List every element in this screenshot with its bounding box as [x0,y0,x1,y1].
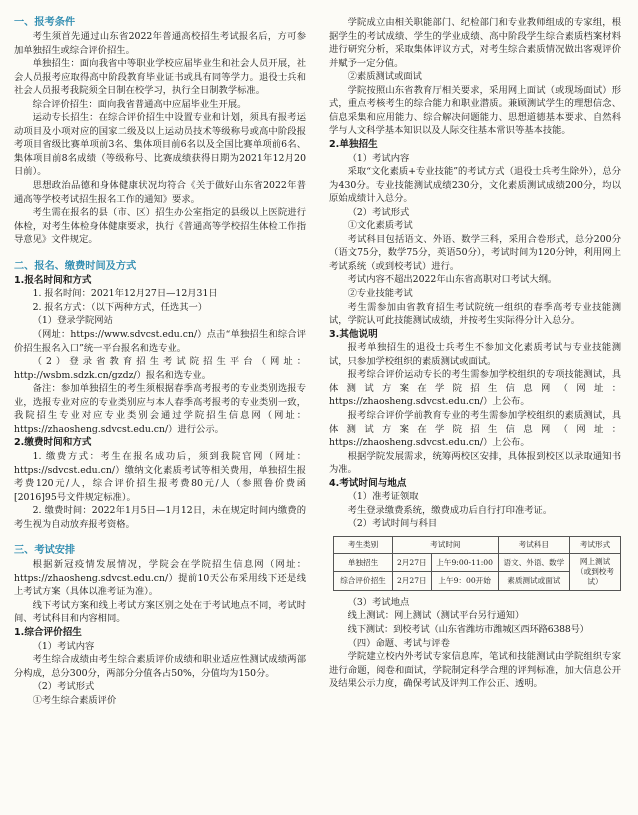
paragraph: 报考综合评价运动专长的考生需参加学校组织的专项技能测试，具体测试方案在学院招生信息网（网址：https://zhaosheng.sdvcst.edu.cn/）上公布。 [329,369,621,408]
table-header-row [334,536,621,553]
table-cell: 单独招生 [334,553,393,572]
text-line: （1）考试内容 [32,640,95,652]
text-line: 1. 报名时间：2021年12月27日—12月31日 [32,288,218,300]
subheading-time-place: 4.考试时间与地点 [329,477,407,489]
text-line: （四）命题、考试与评卷 [347,637,450,649]
table-cell: 上午9：00开始 [431,572,498,591]
paragraph: 根据新冠疫情发展情况，学院会在学院招生信息网（网址：https://zhaosheng.sdvcst.edu.cn/）提前10天公布采用线下还是线上考试方案（具体以准考证为准）。 [14,559,306,598]
text-line: 2. 报名方式：（以下两种方式，任选其一） [32,301,208,313]
subheading-registration-time: 1.报名时间和方式 [14,274,92,286]
right-column [329,16,621,691]
paragraph: 1. 缴费方式：考生在报名成功后，须到我院官网（网址：https://sdvcst.edu.cn/）缴纳文化素质考试等相关费用，单独招生报考费120元/人，综合评价招生报考费80元/人（参照鲁价费函[2016]95号文件规定标准）。 [14,450,306,503]
table-cell: 上午9:00-11:00 [431,553,498,572]
text-line: （1）登录学院网站 [32,315,113,327]
table-header-cell: 考生类别 [334,536,393,553]
table-cell: 素质测试或面试 [498,572,569,591]
table-cell: 2月27日 [393,572,432,591]
subheading-payment: 2.缴费时间和方式 [14,437,92,449]
text-line: （3）考试地点 [347,596,410,608]
paragraph: 学院按照山东省教育厅相关要求，采用网上面试（或现场面试）形式，重点考核考生的综合能力和职业潜质。兼顾测试学生的理想信念、信息采集和应用能力、综合解决问题能力、思想道德基本要求、自然科学与人文科学基本知识以及人际交往基本常识等基本技能。 [329,84,621,137]
text-line: 考生登录缴费系统，缴费成功后自行打印准考证。 [347,504,553,516]
text-line: （1）考试内容 [347,152,410,164]
text-line: 线上测试：网上测试（测试平台另行通知） [347,610,525,622]
text-line: ①考生综合素质评价 [32,694,117,706]
paragraph: 2. 缴费时间：2022年1月5日—1月12日，未在规定时间内缴费的考生视为自动放弃报考资格。 [14,505,306,530]
subheading-other-notes: 3.其他说明 [329,328,378,340]
exam-schedule-table [333,536,621,591]
paragraph: 学院建立校内外考试专家信息库，笔试和技能测试由学院组织专家进行命题，阅卷和面试，学院制定科学合理的评判标准，加大信息公开及结果公示力度，确保考试及评判工作公正、透明。 [329,651,621,690]
paragraph: 运动专长招生：在综合评价招生中设置专业和计划，须具有报考运动项目及小项对应的国家二级及以上运动员技术等级称号或高中阶段报考项目省级比赛单项前3名、集体项目前6名以及全国比赛单项前6名、集体项目前8名成绩（等级称号、比赛成绩获得日期为2021年12月20日前）。 [14,112,306,178]
text-line: ②专业技能考试 [347,287,413,299]
subheading-independent: 2.单独招生 [329,138,378,150]
table-header-cell: 考试时间 [393,536,499,553]
paragraph: 考生需参加由省教育招生考试院统一组织的春季高考专业技能测试，学院认可此技能测试成绩，并按考生实际得分计入总分。 [329,301,621,327]
paragraph: 考生综合成绩由考生综合素质评价成绩和职业适应性测试成绩两部分构成，总分300分，两部分分值各占50%，分值均为150分。 [14,654,306,679]
paragraph: 思想政治品德和身体健康状况均符合《关于做好山东省2022年普通高等学校考试招生报名工作的通知》要求。 [14,180,306,205]
text-line: ②素质测试或面试 [347,71,422,83]
table-header-cell: 考试科目 [498,536,569,553]
table-cell-exam-form: 网上测试（或到校考试） [570,553,621,590]
paragraph: 学院成立由相关职能部门、纪检部门和专业教师组成的专家组，根据学生的考试成绩、学生的学业成绩、高中阶段学生综合素质档案材料进行研究分析，采取集体评议方式，对考生综合素质情况做出客观评价并赋予一定分值。 [329,17,621,69]
paragraph: 报考综合评价学前教育专业的考生需参加学校组织的素质测试，具体测试方案在学院招生信息网（网址：https://zhaosheng.sdvcst.edu.cn/）上公布。 [329,409,621,449]
paragraph: 根据学院发展需求，统筹两校区安排，具体报到校区以录取通知书为准。 [329,450,621,476]
text-line: 线下测试：到校考试（山东省潍坊市潍城区西环路6388号） [347,624,589,636]
paragraph: 考试科目包括语文、外语、数学三科，采用合卷形式，总分200分（语文75分，数学75分，英语50分），考试时间为120分钟，利用网上考试系统（或到校考试）进行。 [329,233,621,272]
text-line: （2）考试形式 [347,206,410,218]
text-line: ①文化素质考试 [347,220,413,232]
section-heading-exam: 三、考试安排 [14,545,76,557]
paragraph: 线下考试方案和线上考试方案区别之处在于考试地点不同，考试时间、考试科目和内容相同。 [14,599,306,625]
subheading-comprehensive: 1.综合评价招生 [14,626,82,638]
table-cell: 语文、外语、数学 [498,553,569,572]
paragraph: （网址：https://www.sdvcst.edu.cn/）点击“单独招生和综合评价招生报名入口”统一平台报名和选专业。 [14,328,306,354]
paragraph: 采取“文化素质+专业技能”的考试方式（退役士兵考生除外），总分为430分。专业技能测试成绩230分，文化素质测试成绩200分，均以原始成绩计入总分。 [329,166,621,205]
paragraph: 备注：参加单独招生的考生须根据春季高考报考的专业类别选报专业，选报专业对应的专业类别应与本人春季高考报考的专业类别一致，我院招生专业对应专业类别会通过学院招生信息网（网址：https://zhaosheng.sdvcst.edu.cn/）进行公示。 [14,383,306,435]
paragraph: 考生需在报名的县（市、区）招生办公室指定的县级以上医院进行体检，对考生体检身体健康要求，执行《普通高等学校招生体检工作指导意见》文件规定。 [14,207,306,246]
table-header-cell: 考试形式 [570,536,621,553]
table-cell: 综合评价招生 [334,572,393,591]
paragraph: 综合评价招生：面向我省普通高中应届毕业生开展。 [32,98,247,110]
section-heading-registration: 二、报名、缴费时间及方式 [14,260,137,272]
paragraph: 单独招生：面向我省中等职业学校应届毕业生和社会人员开展，社会人员报考应取得高中阶段教育毕业证书或具有同等学力。退役士兵和社会人员报考我院须全日制在校学习，执行全日制教学标准。 [14,58,306,97]
paragraph: 报考单独招生的退役士兵考生不参加文化素质考试与专业技能测试，只参加学校组织的素质测试或面试。 [329,342,621,367]
table-cell: 2月27日 [393,553,432,572]
paragraph: 考试内容不超出2022年山东省高职对口考试大纲。 [347,274,558,286]
text-line: （2）考试形式 [32,681,95,693]
paragraph: （2）登录省教育招生考试院招生平台（网址：http://wsbm.sdzk.cn/gzdz/）报名和选专业。 [14,356,306,381]
left-column [14,16,306,707]
table-row [334,553,621,572]
paragraph: 考生须首先通过山东省2022年普通高校招生考试报名后，方可参加单独招生或综合评价招生。 [14,31,306,56]
section-heading-requirements: 一、报考条件 [14,17,76,28]
text-line: （1）准考证领取 [347,491,419,503]
text-line: （2）考试时间与科目 [347,518,438,530]
